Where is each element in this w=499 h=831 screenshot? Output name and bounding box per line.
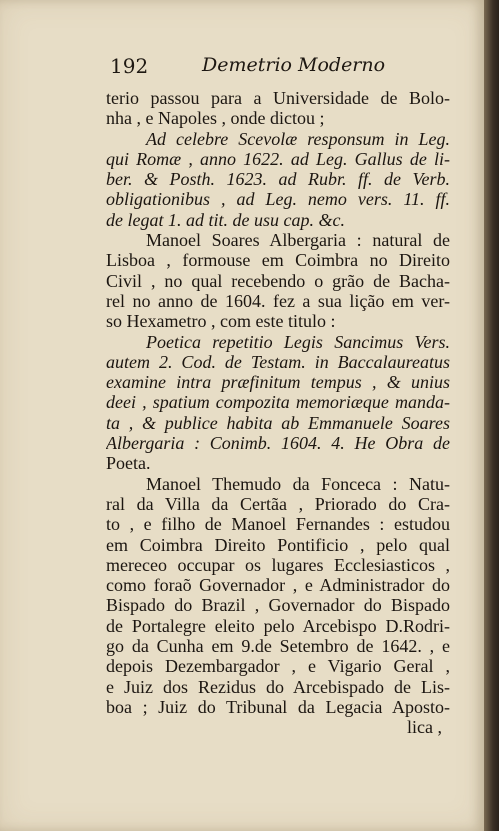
body-text [106,88,450,738]
text-line: ber. & Posth. 1623. ad Rubr. ff. de Verb. [106,169,450,190]
text-line: boa ; Juiz do Tribunal da Legacia Aposto- [106,696,450,717]
book-spine [484,0,499,831]
page-number: 192 [110,54,149,78]
text-line: ral da Villa da Certãa , Priorado do Cra- [106,493,450,514]
text-line: de Portalegre eleito pelo Arcebispo D.Rodri- [106,615,450,636]
text-line: examine intra præfinitum tempus , & unius [106,372,450,393]
text-line: Bispado do Brazil , Governador do Bispado [106,595,450,616]
text-line: de legat 1. ad tit. de usu cap. &c. [106,209,345,230]
text-line: Ad celebre Scevolæ responsum in Leg. [146,128,450,149]
text-line: deei , spatium compozita memoriæque manda- [106,392,450,413]
text-line: so Hexametro , com este titulo : [106,311,336,332]
text-line: rel no anno de 1604. fez a sua lição em ver- [106,290,450,311]
text-line: lica , [407,717,442,738]
text-line: to , e filho de Manoel Fernandes : estudou [106,514,450,535]
text-line: em Coimbra Direito Pontificio , pelo qual [106,534,450,555]
text-line: e Juiz dos Rezidus do Arcebispado de Lis- [106,676,450,697]
text-line: Lisboa , formouse em Coimbra no Direito [106,250,450,271]
text-line: autem 2. Cod. de Testam. in Baccalaureatus [106,351,450,372]
text-line: terio passou para a Universidade de Bolo- [106,88,450,108]
running-head: Demetrio Moderno [202,54,386,76]
text-line: depois Dezembargador , e Vigario Geral , [106,656,450,677]
page-header [108,54,448,80]
text-line: como foraõ Governador , e Administrador do [106,575,450,596]
text-line: obligationibus , ad Leg. nemo vers. 11. ff. [106,189,450,210]
text-line: Poeta. [106,453,151,474]
text-line: Manoel Themudo da Fonceca : Natu- [146,473,450,494]
text-line: go da Cunha em 9.de Setembro de 1642. , e [106,636,450,657]
text-line: nha , e Napoles , onde dictou ; [106,108,325,129]
text-line: Civil , no qual recebendo o grão de Bacha- [106,270,450,291]
text-line: qui Romæ , anno 1622. ad Leg. Gallus de li- [106,148,450,169]
text-line: mereceo occupar os lugares Ecclesiasticos , [106,554,450,575]
text-line: Manoel Soares Albergaria : natural de [146,230,450,251]
text-line: ta , & publice habita ab Emmanuele Soares [106,412,450,433]
text-line: Poetica repetitio Legis Sancimus Vers. [146,331,450,352]
text-line: Albergaria : Conimb. 1604. 4. He Obra de [106,433,450,454]
